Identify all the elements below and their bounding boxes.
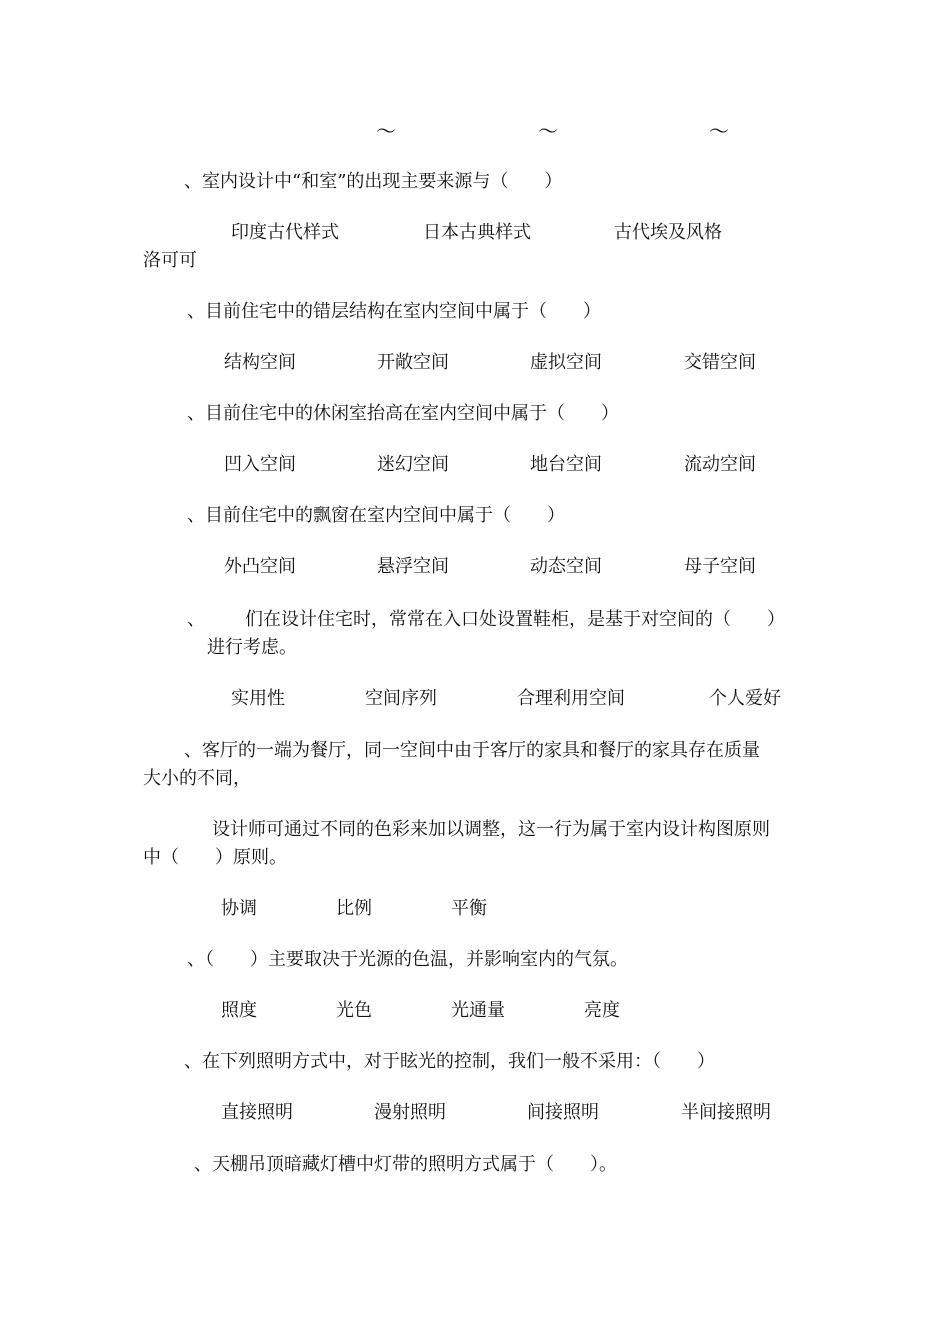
question-stem-continuation: 大小的不同， (143, 768, 251, 789)
option: 凹入空间 (224, 454, 296, 475)
option: 间接照明 (527, 1102, 599, 1123)
tilde-mark: ～ (538, 119, 558, 143)
question-stem: 、客厅的一端为餐厅，同一空间中由于客厅的家具和餐厅的家具存在质量 (184, 740, 760, 761)
option: 虚拟空间 (530, 352, 602, 373)
option: 协调 (221, 898, 257, 919)
option: 流动空间 (684, 454, 756, 475)
option: 亮度 (584, 1000, 620, 1021)
option: 结构空间 (224, 352, 296, 373)
question-stem: 、室内设计中“和室”的出现主要来源与（ ） (184, 171, 563, 192)
option: 母子空间 (684, 556, 756, 577)
option: 印度古代样式 (231, 222, 339, 243)
option: 悬浮空间 (377, 556, 449, 577)
tilde-mark: ～ (376, 119, 396, 143)
question-stem: 、（ ）主要取决于光源的色温，并影响室内的气氛。 (187, 949, 628, 970)
option: 光通量 (451, 1000, 505, 1021)
option: 半间接照明 (681, 1102, 771, 1123)
option: 洛可可 (143, 250, 197, 271)
option: 实用性 (231, 688, 285, 709)
option: 外凸空间 (224, 556, 296, 577)
option: 漫射照明 (374, 1102, 446, 1123)
question-stem: 、在下列照明方式中，对于眩光的控制，我们一般不采用：（ ） (184, 1051, 715, 1072)
question-stem: 们在设计住宅时，常常在入口处设置鞋柜，是基于对空间的（ ） (245, 609, 785, 630)
question-stem-continuation: 进行考虑。 (207, 637, 297, 658)
option: 平衡 (451, 898, 487, 919)
option: 交错空间 (684, 352, 756, 373)
tilde-mark: ～ (709, 119, 729, 143)
option: 合理利用空间 (517, 688, 625, 709)
option: 照度 (221, 1000, 257, 1021)
question-stem: 、目前住宅中的错层结构在室内空间中属于（ ） (187, 301, 601, 322)
question-stem: 、目前住宅中的飘窗在室内空间中属于（ ） (187, 505, 565, 526)
option: 空间序列 (365, 688, 437, 709)
option: 开敞空间 (377, 352, 449, 373)
option: 迷幻空间 (377, 454, 449, 475)
option: 古代埃及风格 (614, 222, 722, 243)
option: 直接照明 (221, 1102, 293, 1123)
question-stem: 、目前住宅中的休闲室抬高在室内空间中属于（ ） (187, 403, 619, 424)
question-paragraph-continuation: 中（ ）原则。 (143, 847, 287, 868)
option: 动态空间 (530, 556, 602, 577)
question-paragraph: 设计师可通过不同的色彩来加以调整，这一行为属于室内设计构图原则 (212, 819, 770, 840)
option: 个人爱好 (709, 688, 781, 709)
option: 比例 (336, 898, 372, 919)
question-marker: 、 (187, 609, 205, 630)
option: 地台空间 (530, 454, 602, 475)
option: 光色 (336, 1000, 372, 1021)
option: 日本古典样式 (423, 222, 531, 243)
question-stem: 、天棚吊顶暗藏灯槽中灯带的照明方式属于（ ）。 (194, 1154, 617, 1175)
